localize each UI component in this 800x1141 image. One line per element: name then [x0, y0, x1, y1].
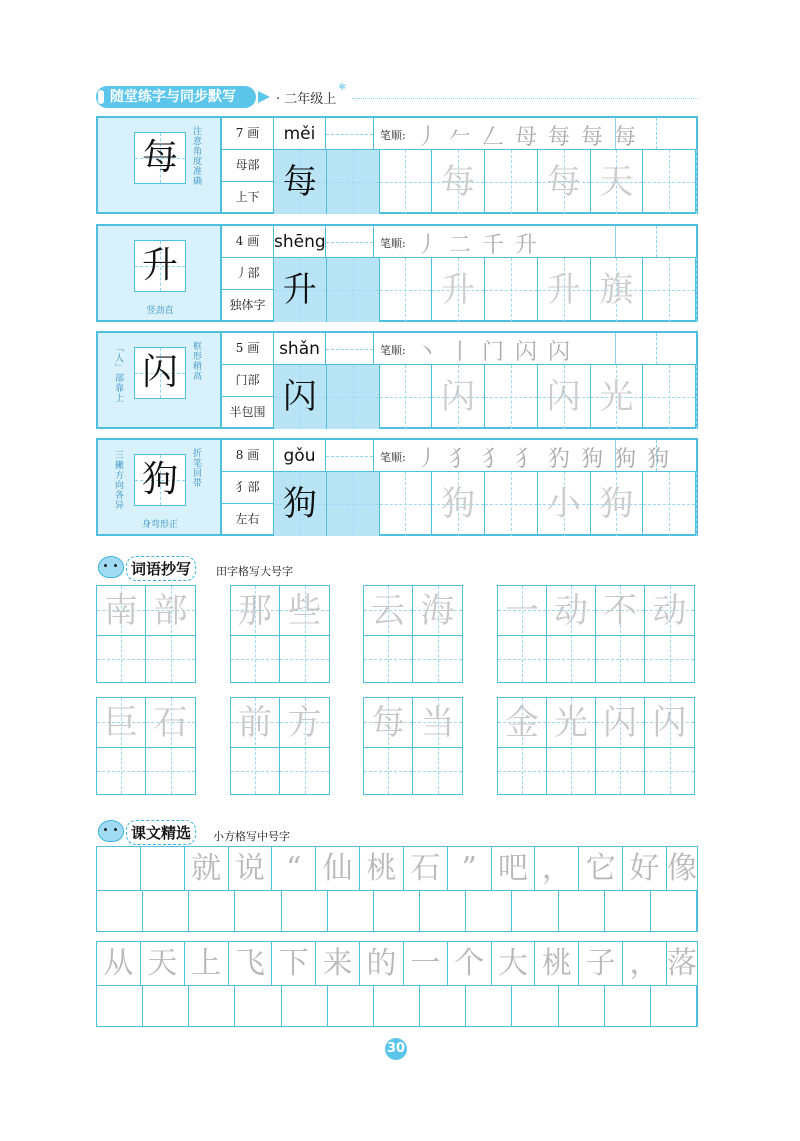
stroke-order [374, 440, 696, 472]
passage-trace-line [97, 847, 697, 890]
practice-grid [274, 472, 696, 534]
structure: 独体字 [222, 290, 274, 320]
practice-cell[interactable] [643, 150, 696, 214]
header-dot [98, 90, 104, 104]
word-cell[interactable] [231, 586, 280, 682]
practice-cell[interactable] [485, 365, 538, 429]
passage-write-cell[interactable] [328, 891, 374, 931]
word-group [363, 585, 463, 683]
bottom-note: 身弯形正 [141, 520, 178, 530]
stroke-order-cells[interactable] [615, 440, 696, 471]
stroke-count: 7 画 [222, 118, 274, 150]
model-character-box [134, 347, 186, 399]
word-character: 动 [554, 591, 588, 631]
practice-cell[interactable] [274, 472, 327, 536]
passage-write-cell[interactable] [143, 891, 189, 931]
word-character: 动 [652, 591, 687, 631]
radical: 犭部 [222, 472, 274, 504]
stroke-order [374, 333, 696, 365]
passage-write-cell[interactable] [97, 891, 143, 931]
passage-write-cell[interactable] [512, 986, 558, 1026]
word-cell[interactable] [547, 698, 596, 794]
practice-character: 升 [282, 270, 317, 310]
practice-character: 每 [546, 162, 581, 202]
passage-cell: 子 [579, 942, 623, 985]
practice-cell[interactable] [432, 150, 485, 214]
model-character-box [134, 454, 186, 506]
practice-cell[interactable] [485, 472, 538, 536]
passage-cell: 个 [448, 942, 492, 985]
passage-cell: 石 [404, 847, 448, 890]
passage-cell: 大 [492, 942, 536, 985]
passage-cell: 一 [404, 942, 448, 985]
stroke-order-label: 笔顺: [380, 344, 406, 357]
word-character: 闪 [652, 703, 687, 743]
left-note: 三撇方向各异 [113, 450, 123, 510]
practice-cell[interactable] [643, 365, 696, 429]
passage-write-cell[interactable] [282, 891, 328, 931]
passage-write-line [97, 890, 697, 931]
practice-cell[interactable] [380, 472, 433, 536]
word-cell[interactable] [498, 698, 547, 794]
word-cell[interactable] [413, 586, 462, 682]
model-character: 升 [141, 245, 178, 286]
word-cell[interactable] [498, 586, 547, 682]
word-character: 部 [153, 591, 188, 631]
pinyin: shǎn [274, 333, 326, 365]
word-group [96, 585, 196, 683]
stroke-order [374, 118, 696, 150]
passage-cell: 它 [579, 847, 623, 890]
practice-cell[interactable] [380, 365, 433, 429]
word-cell[interactable] [146, 698, 195, 794]
practice-cell[interactable] [432, 365, 485, 429]
passage-write-cell[interactable] [189, 986, 235, 1026]
word-cell[interactable] [547, 586, 596, 682]
word-character: 些 [287, 591, 322, 631]
word-cell[interactable] [146, 586, 195, 682]
character-panel [98, 118, 222, 212]
passage-trace-line [97, 942, 697, 985]
practice-character: 小 [546, 484, 581, 524]
character-panel [98, 226, 222, 320]
practice-character: 闪 [441, 377, 476, 417]
stroke-order-label: 笔顺: [380, 129, 406, 142]
practice-character: 狗 [282, 484, 317, 524]
practice-cell[interactable] [327, 472, 380, 536]
passage-write-cell[interactable] [651, 891, 697, 931]
word-character: 一 [505, 591, 539, 631]
panda-icon [98, 820, 124, 842]
passage-write-cell[interactable] [466, 986, 512, 1026]
stroke-count: 5 画 [222, 333, 274, 365]
practice-cell[interactable] [274, 365, 327, 429]
pinyin: gǒu [274, 440, 326, 472]
model-character: 闪 [141, 352, 178, 393]
stroke-order-cells[interactable] [615, 226, 696, 257]
word-character: 巨 [104, 703, 138, 743]
header-grade: · 二年级上 [276, 92, 337, 107]
stroke-order-cells[interactable] [615, 118, 696, 149]
passage-cell: 吧 [492, 847, 536, 890]
word-group [363, 697, 463, 795]
practice-cell[interactable] [485, 150, 538, 214]
passage-cell: 说 [229, 847, 273, 890]
stroke-order-label: 笔顺: [380, 451, 406, 464]
passage-cell [141, 847, 185, 890]
character-panel [98, 333, 222, 427]
practice-character: 闪 [282, 377, 317, 417]
passage-write-cell[interactable] [466, 891, 512, 931]
character-card [96, 331, 698, 429]
practice-cell[interactable] [327, 365, 380, 429]
practice-cell[interactable] [538, 150, 591, 214]
practice-character: 闪 [546, 377, 581, 417]
word-character: 不 [603, 591, 637, 631]
words-section-title: 词语抄写 [126, 556, 196, 581]
right-note: 框形稍高 [191, 341, 201, 381]
word-cell[interactable] [97, 586, 146, 682]
practice-cell[interactable] [327, 150, 380, 214]
stroke-count: 8 画 [222, 440, 274, 472]
character-card [96, 224, 698, 322]
passage-write-line [97, 985, 697, 1026]
passage-cell: ” [448, 847, 492, 890]
radical: 门部 [222, 365, 274, 397]
practice-cell[interactable] [643, 258, 696, 322]
panda-icon [98, 556, 124, 578]
word-cell[interactable] [231, 698, 280, 794]
passage-cell: 来 [316, 942, 360, 985]
model-character-box [134, 132, 186, 184]
stroke-order-cells[interactable] [615, 333, 696, 364]
stroke-count: 4 画 [222, 226, 274, 258]
practice-cell[interactable] [538, 365, 591, 429]
practice-cell[interactable] [643, 472, 696, 536]
practice-cell[interactable] [591, 258, 644, 322]
word-character: 海 [420, 591, 455, 631]
pinyin-practice-cell[interactable] [326, 440, 374, 472]
pinyin: měi [274, 118, 326, 150]
passage-section-subtitle: 小方格写中号字 [213, 830, 290, 843]
practice-cell[interactable] [380, 150, 433, 214]
practice-cell[interactable] [591, 472, 644, 536]
passage-cell: 从 [97, 942, 141, 985]
radical: 丿部 [222, 258, 274, 290]
passage-cell: ， [535, 847, 579, 890]
passage-cell: 下 [272, 942, 316, 985]
practice-grid [274, 365, 696, 427]
word-group [96, 697, 196, 795]
practice-character: 升 [441, 270, 476, 310]
word-character: 南 [104, 591, 138, 631]
passage-write-cell[interactable] [420, 986, 466, 1026]
passage-write-cell[interactable] [374, 891, 420, 931]
word-cell[interactable] [97, 698, 146, 794]
character-panel [98, 440, 222, 534]
passage-cell: 落 [666, 946, 697, 981]
stroke-order [374, 226, 696, 258]
pinyin-practice-cell[interactable] [326, 333, 374, 365]
practice-character: 每 [282, 162, 317, 202]
stroke-order-sequence: 丿 𠂉 𠃋 ⺟ 每 每 每 [416, 125, 638, 150]
practice-cell[interactable] [432, 472, 485, 536]
practice-character: 狗 [441, 484, 476, 524]
passage-cell: “ [272, 847, 316, 890]
passage-write-cell[interactable] [605, 891, 651, 931]
bottom-note: 竖劲直 [146, 306, 174, 316]
word-cell[interactable] [596, 698, 645, 794]
word-cell[interactable] [364, 698, 413, 794]
word-group [497, 585, 695, 683]
word-character: 方 [287, 703, 322, 743]
word-character: 前 [238, 703, 272, 743]
passage-write-cell[interactable] [235, 891, 281, 931]
passage-cell: 天 [141, 942, 185, 985]
practice-character: 光 [599, 377, 634, 417]
character-card [96, 438, 698, 536]
practice-cell[interactable] [591, 365, 644, 429]
word-character: 金 [505, 703, 539, 743]
passage-write-cell[interactable] [512, 891, 558, 931]
stroke-order-sequence: 丶 丨 门 闪 闪 [416, 340, 572, 365]
left-note: 「人」部靠上 [113, 343, 123, 403]
header-divider [352, 98, 698, 99]
passage-write-cell[interactable] [559, 986, 605, 1026]
word-group [497, 697, 695, 795]
passage-cell: 的 [360, 942, 404, 985]
model-character-box [134, 240, 186, 292]
passage-cell: 上 [185, 942, 229, 985]
structure: 左右 [222, 504, 274, 534]
passage-cell: 桃 [535, 942, 579, 985]
stroke-order-label: 笔顺: [380, 237, 406, 250]
word-cell[interactable] [280, 698, 329, 794]
word-cell[interactable] [280, 586, 329, 682]
practice-character: 升 [546, 270, 581, 310]
practice-cell[interactable] [274, 258, 327, 322]
word-cell[interactable] [596, 586, 645, 682]
practice-cell[interactable] [538, 472, 591, 536]
passage-cell: 仙 [316, 847, 360, 890]
passage-cell: 飞 [229, 942, 273, 985]
word-character: 当 [420, 703, 455, 743]
pinyin-practice-cell[interactable] [326, 226, 374, 258]
page-number: 30 [385, 1038, 407, 1060]
passage-write-cell[interactable] [651, 986, 697, 1026]
word-cell[interactable] [364, 586, 413, 682]
passage-cell: 桃 [360, 847, 404, 890]
structure: 上下 [222, 182, 274, 212]
practice-grid [274, 258, 696, 320]
practice-cell[interactable] [380, 258, 433, 322]
passage-row [96, 846, 698, 932]
practice-cell[interactable] [432, 258, 485, 322]
word-cell[interactable] [413, 698, 462, 794]
practice-cell[interactable] [538, 258, 591, 322]
passage-write-cell[interactable] [559, 891, 605, 931]
practice-character: 每 [441, 162, 476, 202]
passage-write-cell[interactable] [235, 986, 281, 1026]
passage-write-cell[interactable] [282, 986, 328, 1026]
word-character: 每 [371, 703, 405, 743]
passage-cell: 像 [666, 851, 697, 886]
passage-write-cell[interactable] [328, 986, 374, 1026]
practice-cell[interactable] [327, 258, 380, 322]
header-title: 随堂练字与同步默写 [96, 86, 256, 108]
pinyin-practice-cell[interactable] [326, 118, 374, 150]
stroke-order-sequence: 丿 犭 犭 犭 犳 狗 狗 狗 [416, 447, 671, 472]
passage-write-cell[interactable] [374, 986, 420, 1026]
stroke-order-sequence: 丿 二 千 升 [416, 233, 539, 258]
practice-cell[interactable] [274, 150, 327, 214]
word-cell[interactable] [645, 586, 694, 682]
practice-grid [274, 150, 696, 212]
passage-cell [97, 847, 141, 890]
model-character: 每 [141, 137, 178, 178]
passage-write-cell[interactable] [143, 986, 189, 1026]
word-cell[interactable] [645, 698, 694, 794]
practice-cell[interactable] [485, 258, 538, 322]
passage-section-title: 课文精选 [126, 820, 196, 845]
passage-row [96, 941, 698, 1027]
character-card [96, 116, 698, 214]
passage-cell: 好 [623, 847, 667, 890]
word-character: 那 [238, 591, 272, 631]
passage-write-cell[interactable] [420, 891, 466, 931]
word-character: 闪 [603, 703, 637, 743]
passage-cell: 就 [185, 847, 229, 890]
header-arrow-icon [258, 91, 270, 103]
radical: 母部 [222, 150, 274, 182]
passage-write-cell[interactable] [97, 986, 143, 1026]
right-note: 注意角度准确 [191, 126, 201, 186]
passage-write-cell[interactable] [605, 986, 651, 1026]
word-character: 石 [153, 703, 188, 743]
practice-character: 狗 [599, 484, 634, 524]
passage-write-cell[interactable] [189, 891, 235, 931]
practice-character: 旗 [599, 270, 634, 310]
words-section-subtitle: 田字格写大号字 [216, 565, 293, 578]
practice-cell[interactable] [591, 150, 644, 214]
word-character: 云 [371, 591, 405, 631]
passage-cell: ， [623, 942, 667, 985]
word-character: 光 [554, 703, 588, 743]
right-note: 折笔回带 [191, 448, 201, 488]
word-group [230, 585, 330, 683]
star-icon: ✱ [338, 82, 347, 93]
model-character: 狗 [141, 459, 178, 500]
word-group [230, 697, 330, 795]
structure: 半包围 [222, 397, 274, 427]
pinyin: shēng [274, 226, 326, 258]
practice-character: 天 [599, 162, 634, 202]
